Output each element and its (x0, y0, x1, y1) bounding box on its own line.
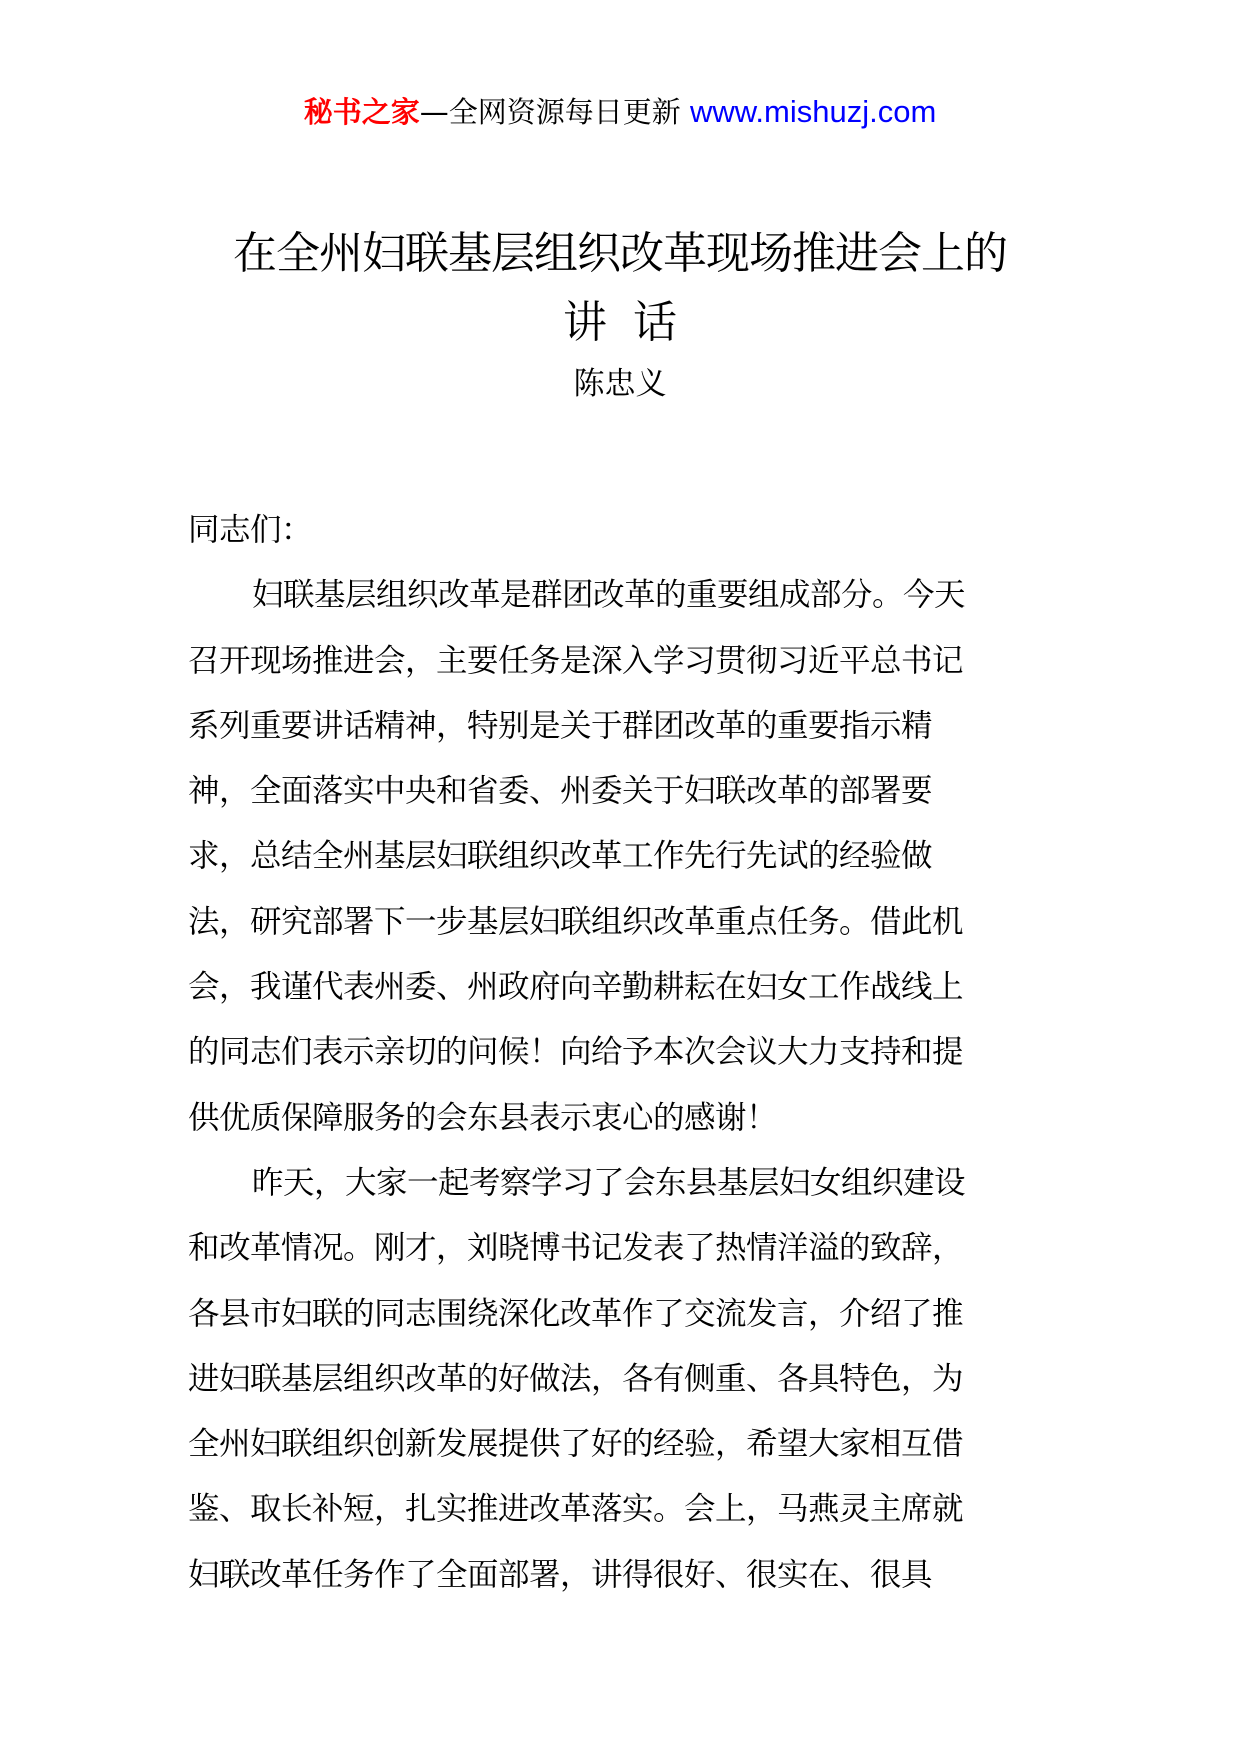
paragraph-line: 会，我谨代表州委、州政府向辛勤耕耘在妇女工作战线上 (188, 969, 964, 1006)
paragraph-line: 供优质保障服务的会东县表示衷心的感谢！ (188, 1099, 778, 1136)
paragraph-line: 神，全面落实中央和省委、州委关于妇联改革的部署要 (188, 773, 933, 810)
paragraph-line: 各县市妇联的同志围绕深化改革作了交流发言，介绍了推 (188, 1295, 964, 1332)
paragraph-line: 昨天，大家一起考察学习了会东县基层妇女组织建设 (252, 1164, 966, 1201)
paragraph-line: 法，研究部署下一步基层妇联组织改革重点任务。借此机 (188, 903, 964, 940)
paragraph-line: 鉴、取长补短，扎实推进改革落实。会上，马燕灵主席就 (188, 1491, 964, 1528)
paragraph-line: 召开现场推进会，主要任务是深入学习贯彻习近平总书记 (188, 642, 964, 679)
site-url-link[interactable]: www.mishuzj.com (689, 94, 937, 129)
document-title: 在全州妇联基层组织改革现场推进会上的 (233, 228, 1007, 279)
document-title-line2: 讲 话 (563, 297, 677, 348)
paragraph-line: 的同志们表示亲切的问候！向给予本次会议大力支持和提 (188, 1034, 964, 1071)
document-body (188, 498, 1034, 1608)
paragraph-line: 进妇联基层组织改革的好做法，各有侧重、各具特色，为 (188, 1360, 964, 1397)
site-tagline: —全网资源每日更新 (419, 95, 681, 129)
brand-name: 秘书之家 (303, 95, 420, 129)
paragraph-line: 妇联基层组织改革是群团改革的重要组成部分。今天 (252, 577, 966, 614)
paragraph-line: 系列重要讲话精神，特别是关于群团改革的重要指示精 (188, 707, 933, 744)
site-header-banner (0, 92, 1240, 132)
paragraph-line: 妇联改革任务作了全面部署，讲得很好、很实在、很具 (188, 1556, 933, 1593)
document-author: 陈忠义 (573, 366, 667, 402)
salutation: 同志们： (188, 512, 313, 548)
paragraph-line: 和改革情况。刚才，刘晓博书记发表了热情洋溢的致辞， (188, 1230, 964, 1267)
paragraph-line: 求，总结全州基层妇联组织改革工作先行先试的经验做 (188, 838, 933, 875)
paragraph-line: 全州妇联组织创新发展提供了好的经验，希望大家相互借 (188, 1426, 964, 1463)
